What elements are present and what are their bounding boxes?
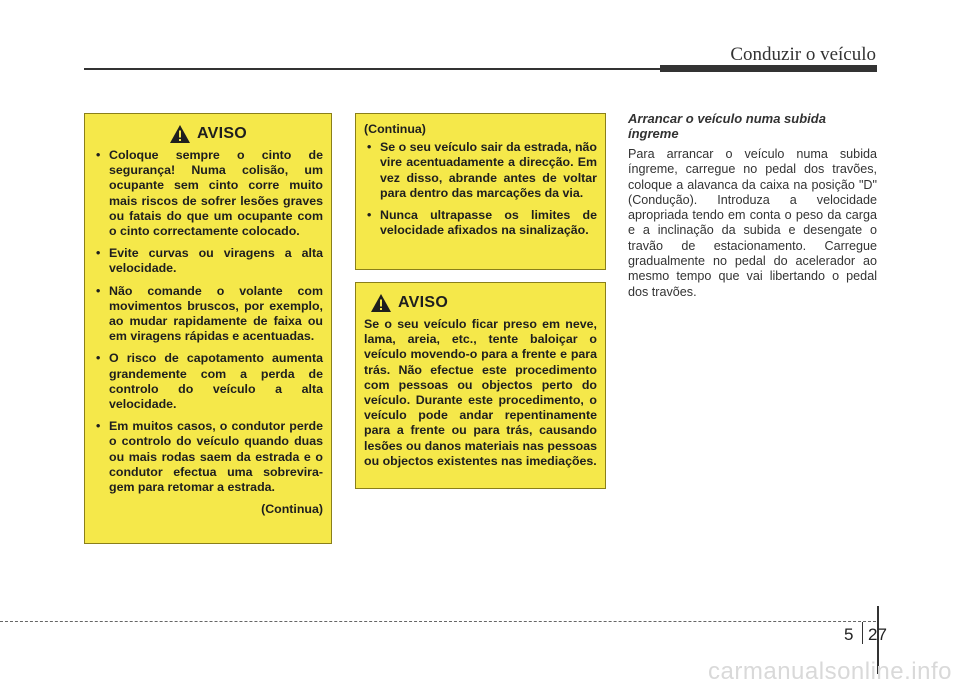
warning-box-1 <box>84 113 332 544</box>
page-number-separator <box>862 622 863 644</box>
warning-item: • Coloque sempre o cinto de segurança! Numa colisão, um ocupante sem cinto corre muito mais riscos de sofrer lesões graves ou fatais do que um ocupante com o cinto correctamente colocado. <box>93 148 323 239</box>
header-rule <box>84 68 660 70</box>
section-column <box>628 112 877 300</box>
page-header-title: Conduzir o veículo <box>730 44 876 65</box>
warning-header <box>93 124 323 144</box>
footer-dashed-rule <box>0 621 876 622</box>
header-bar <box>660 65 877 72</box>
warning-box-2 <box>355 113 606 270</box>
section-heading: Arrancar o veículo numa subida íngreme <box>628 111 826 141</box>
warning-triangle-icon <box>370 293 392 313</box>
warning-text: Se o seu veículo ficar preso em neve, lama, areia, etc., tente baloiçar o veículo movendo-o para a frente e para trás. Não efectue este procedimento com pessoas ou objectos perto do veículo. Durante este procedimento, o veículo pode andar repentinamente para a frente ou para trás, causando lesões ou danos materiais nas pessoas ou objectos existentes nas imediações. <box>364 317 597 468</box>
continued-label: (Continua) <box>364 122 426 136</box>
warning-box-3 <box>355 282 606 489</box>
watermark: carmanualsonline.info <box>708 658 952 685</box>
warning-item: • Em muitos casos, o condutor perde o controlo do veículo quando duas ou mais rodas saem da estrada e o condutor efectua uma sobrevira-gem para retomar a estrada. <box>93 419 323 495</box>
continued-label: (Continua) <box>261 502 323 517</box>
warning-title: AVISO <box>398 294 449 312</box>
warning-item: • Evite curvas ou viragens a alta velocidade. <box>93 246 323 276</box>
warning-list <box>93 148 323 495</box>
section-body: Para arrancar o veículo numa subida íngreme, carregue no pedal dos travões, coloque a alavanca da caixa na posição "D" (Condução). Introduza a velocidade apropriada tendo em conta o peso da carga e a inclinação da subida e desengate o travão de estacionamento. Carregue gradualmente no pedal do acelerador ao mesmo tempo que vai libertando o pedal dos travões. <box>628 147 877 299</box>
warning-item: • Se o seu veículo sair da estrada, não vire acentuadamente a direcção. Em vez disso, abrande antes de voltar para dentro das marcações da via. <box>364 140 597 201</box>
page-number: 27 <box>868 625 887 644</box>
warning-header <box>370 293 597 313</box>
warning-triangle-icon <box>169 124 191 144</box>
warning-item: • Não comande o volante com movimentos bruscos, por exemplo, ao mudar rapidamente de faixa ou em viragens rápidas e acentuadas. <box>93 284 323 345</box>
warning-item: • O risco de capotamento aumenta grandemente com a perda de controlo do veículo a alta velocidade. <box>93 351 323 412</box>
chapter-number: 5 <box>844 625 854 644</box>
warning-title: AVISO <box>196 125 248 143</box>
warning-list <box>364 140 597 238</box>
warning-item: • Nunca ultrapasse os limites de velocidade afixados na sinalização. <box>364 208 597 238</box>
